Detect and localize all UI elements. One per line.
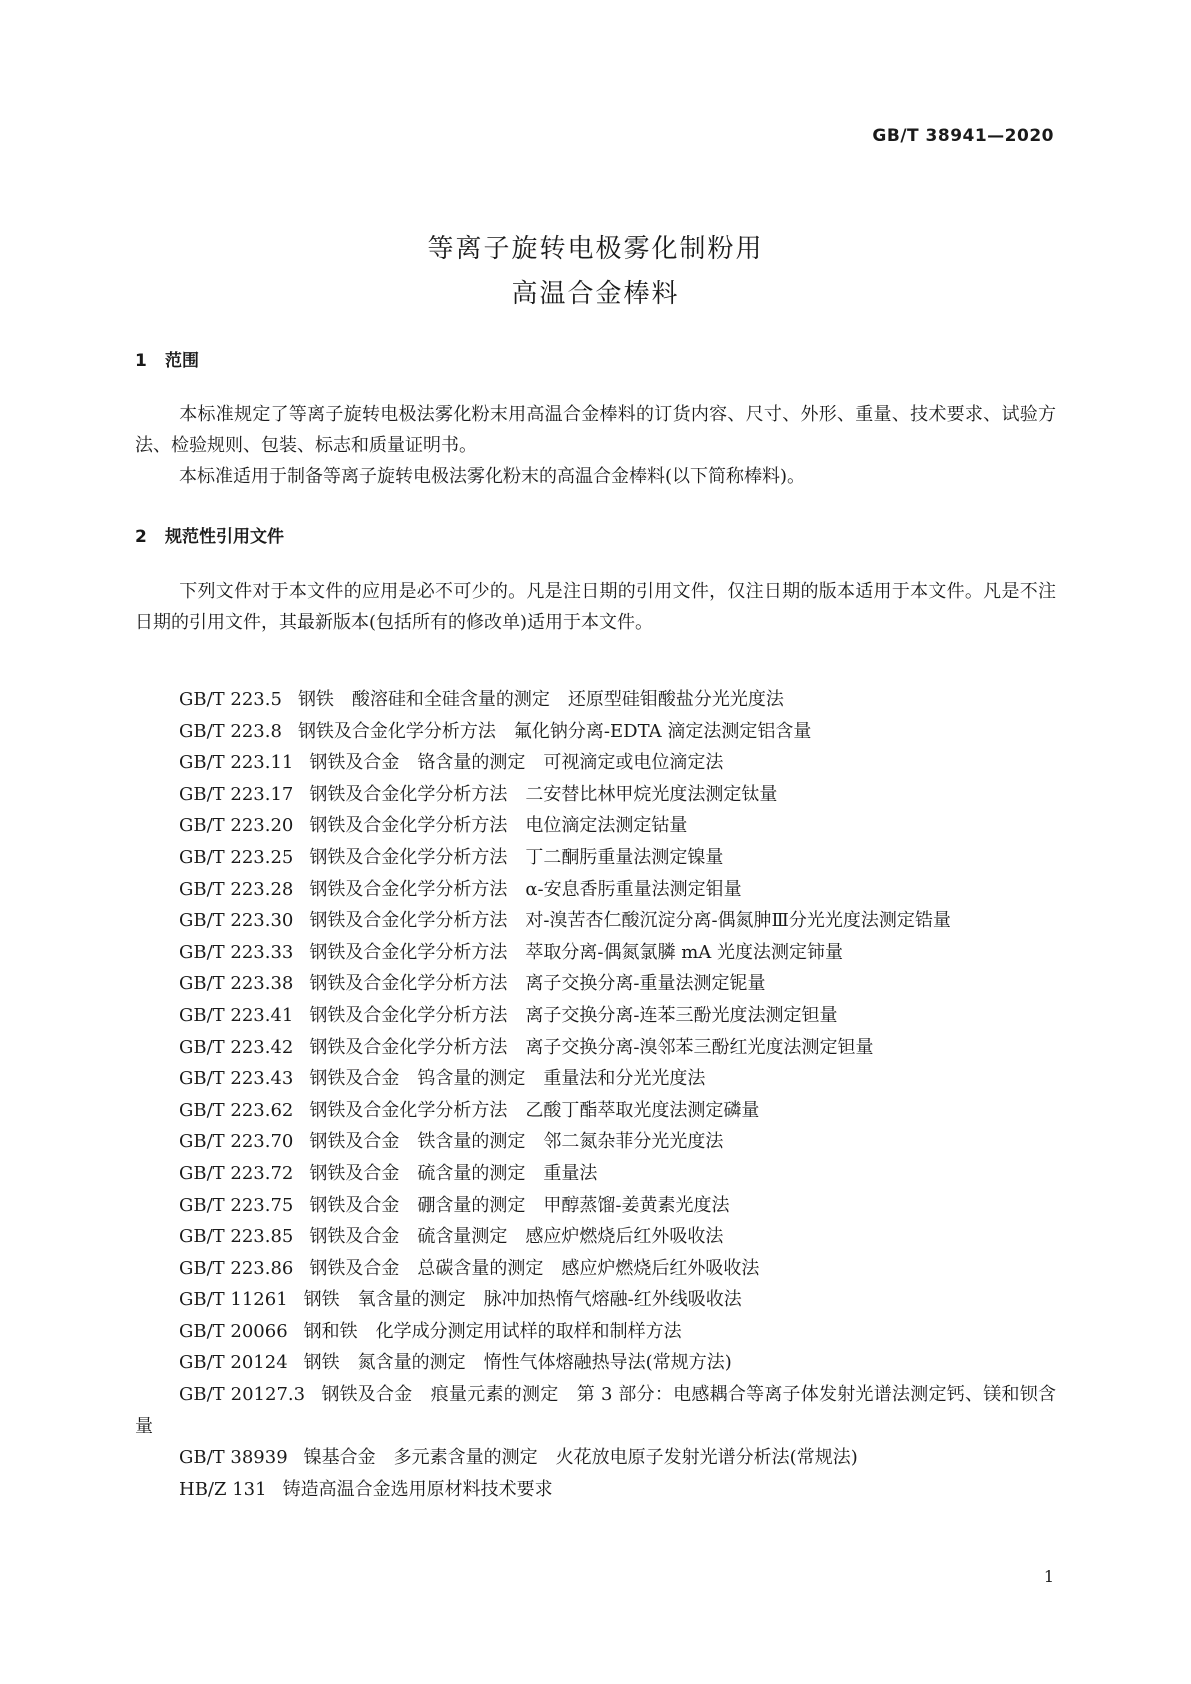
reference-code: GB/T 223.30 xyxy=(179,910,294,932)
section-number: 1 xyxy=(135,351,147,371)
reference-code: GB/T 20124 xyxy=(179,1352,288,1374)
reference-item xyxy=(135,684,1056,716)
reference-item xyxy=(135,1347,1056,1379)
section-1-paragraph: 本标准规定了等离子旋转电极法雾化粉末用高温合金棒料的订货内容、尺寸、外形、重量、技术要求、试验方法、检验规则、包装、标志和质量证明书。 xyxy=(135,404,1056,456)
section-2-heading xyxy=(135,522,284,547)
reference-item xyxy=(135,842,1056,874)
reference-code: GB/T 223.43 xyxy=(179,1068,294,1090)
reference-title: 钢铁及合金 铁含量的测定 邻二氮杂菲分光光度法 xyxy=(309,1131,724,1153)
section-number: 2 xyxy=(135,527,147,547)
reference-item xyxy=(135,716,1056,748)
reference-title: 钢铁及合金 硫含量的测定 重量法 xyxy=(309,1162,598,1184)
reference-item xyxy=(135,874,1056,906)
reference-item xyxy=(135,1126,1056,1158)
reference-code: GB/T 223.20 xyxy=(179,815,294,837)
reference-title: 钢铁及合金化学分析方法 对-溴苦杏仁酸沉淀分离-偶氮胂Ⅲ分光光度法测定锆量 xyxy=(309,910,951,932)
document-title-line-2: 高温合金棒料 xyxy=(511,279,680,309)
reference-title: 钢铁及合金化学分析方法 丁二酮肟重量法测定镍量 xyxy=(309,846,724,868)
reference-title: 钢铁及合金 钨含量的测定 重量法和分光光度法 xyxy=(309,1068,706,1090)
section-1-paragraph: 本标准适用于制备等离子旋转电极法雾化粉末的高温合金棒料(以下简称棒料)。 xyxy=(179,466,806,487)
standard-code: GB/T 38941—2020 xyxy=(872,126,1054,146)
reference-item xyxy=(135,937,1056,969)
reference-item xyxy=(135,1221,1056,1253)
reference-code: GB/T 223.86 xyxy=(179,1257,294,1279)
reference-code: GB/T 223.41 xyxy=(179,1004,294,1026)
reference-code: GB/T 223.38 xyxy=(179,973,294,995)
reference-title: 钢铁及合金化学分析方法 二安替比林甲烷光度法测定钛量 xyxy=(309,783,778,805)
reference-item xyxy=(135,747,1056,779)
reference-title: 镍基合金 多元素含量的测定 火花放电原子发射光谱分析法(常规法) xyxy=(303,1447,858,1469)
reference-title: 钢铁及合金化学分析方法 氟化钠分离-EDTA 滴定法测定铝含量 xyxy=(297,720,812,742)
reference-code: GB/T 223.11 xyxy=(179,752,294,774)
reference-item xyxy=(135,1190,1056,1222)
reference-item xyxy=(135,1063,1056,1095)
reference-item xyxy=(135,810,1056,842)
reference-item xyxy=(135,1032,1056,1064)
reference-title: 钢铁及合金 硼含量的测定 甲醇蒸馏-姜黄素光度法 xyxy=(309,1194,730,1216)
reference-item xyxy=(135,1442,1056,1474)
section-1-heading xyxy=(135,346,199,371)
reference-title: 钢铁及合金 总碳含量的测定 感应炉燃烧后红外吸收法 xyxy=(309,1257,760,1279)
reference-code: GB/T 223.8 xyxy=(179,720,282,742)
reference-code: GB/T 38939 xyxy=(179,1447,288,1469)
document-title-line-1: 等离子旋转电极雾化制粉用 xyxy=(427,234,764,264)
reference-title: 钢铁及合金 痕量元素的测定 第 3 部分：电感耦合等离子体发射光谱法测定钙、镁和钡含量 xyxy=(135,1384,1056,1437)
reference-title: 钢铁 氧含量的测定 脉冲加热惰气熔融-红外线吸收法 xyxy=(303,1289,742,1311)
reference-item xyxy=(135,1474,1056,1506)
reference-title: 钢铁 酸溶硅和全硅含量的测定 还原型硅钼酸盐分光光度法 xyxy=(297,689,784,710)
page-number: 1 xyxy=(1043,1567,1054,1586)
reference-title: 铸造高温合金选用原材料技术要求 xyxy=(282,1478,553,1500)
reference-item xyxy=(135,968,1056,1000)
reference-title: 钢铁及合金化学分析方法 α-安息香肟重量法测定钼量 xyxy=(309,878,742,900)
reference-title: 钢铁及合金化学分析方法 电位滴定法测定钴量 xyxy=(309,815,688,837)
reference-code: GB/T 223.72 xyxy=(179,1162,294,1184)
reference-item xyxy=(135,1253,1056,1285)
reference-code: GB/T 223.75 xyxy=(179,1194,294,1216)
reference-item xyxy=(135,1095,1056,1127)
reference-title: 钢铁及合金化学分析方法 离子交换分离-重量法测定铌量 xyxy=(309,973,766,995)
reference-title: 钢铁及合金化学分析方法 乙酸丁酯萃取光度法测定磷量 xyxy=(309,1099,760,1121)
reference-item xyxy=(135,779,1056,811)
reference-title: 钢铁及合金化学分析方法 离子交换分离-连苯三酚光度法测定钽量 xyxy=(309,1004,838,1026)
reference-item xyxy=(135,1000,1056,1032)
reference-code: GB/T 223.25 xyxy=(179,846,294,868)
reference-title: 钢铁及合金 铬含量的测定 可视滴定或电位滴定法 xyxy=(309,752,724,774)
reference-title: 钢和铁 化学成分测定用试样的取样和制样方法 xyxy=(303,1320,682,1342)
section-title: 范围 xyxy=(165,351,199,371)
reference-code: GB/T 20066 xyxy=(179,1320,288,1342)
reference-code: GB/T 223.85 xyxy=(179,1226,294,1248)
reference-item xyxy=(135,1379,1056,1442)
reference-item xyxy=(135,1158,1056,1190)
reference-code: GB/T 223.62 xyxy=(179,1099,294,1121)
reference-item xyxy=(135,1316,1056,1348)
reference-code: HB/Z 131 xyxy=(179,1478,267,1500)
reference-code: GB/T 223.33 xyxy=(179,941,294,963)
reference-code: GB/T 11261 xyxy=(179,1289,288,1311)
section-title: 规范性引用文件 xyxy=(165,527,284,547)
reference-code: GB/T 223.42 xyxy=(179,1036,294,1058)
reference-item xyxy=(135,1284,1056,1316)
reference-code: GB/T 223.70 xyxy=(179,1131,294,1153)
reference-list xyxy=(135,684,1056,1505)
section-2-intro: 下列文件对于本文件的应用是必不可少的。凡是注日期的引用文件，仅注日期的版本适用于本文件。凡是不注日期的引用文件，其最新版本(包括所有的修改单)适用于本文件。 xyxy=(135,581,1056,633)
reference-code: GB/T 20127.3 xyxy=(179,1384,306,1406)
reference-title: 钢铁及合金化学分析方法 萃取分离-偶氮氯膦 mA 光度法测定铈量 xyxy=(309,941,843,963)
reference-code: GB/T 223.28 xyxy=(179,878,294,900)
reference-code: GB/T 223.5 xyxy=(179,689,282,710)
reference-code: GB/T 223.17 xyxy=(179,783,294,805)
reference-title: 钢铁及合金 硫含量测定 感应炉燃烧后红外吸收法 xyxy=(309,1226,724,1248)
reference-title: 钢铁 氮含量的测定 惰性气体熔融热导法(常规方法) xyxy=(303,1352,732,1374)
reference-title: 钢铁及合金化学分析方法 离子交换分离-溴邻苯三酚红光度法测定钽量 xyxy=(309,1036,874,1058)
reference-item xyxy=(135,905,1056,937)
